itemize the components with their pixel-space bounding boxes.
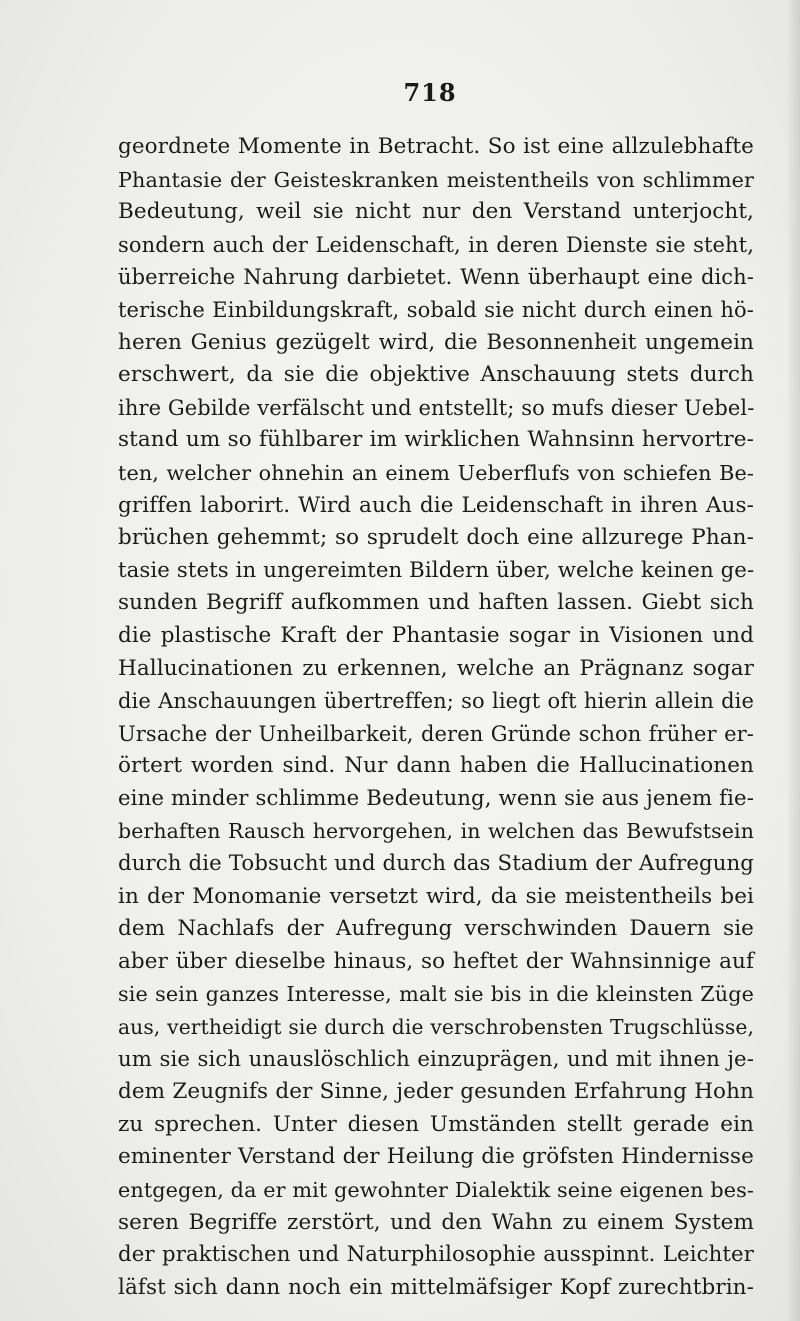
text-line: sondern auch der Leidenschaft, in deren Dienste sie steht,	[118, 232, 754, 257]
text-line: brüchen gehemmt; so sprudelt doch eine allzurege Phan-	[118, 525, 754, 551]
text-line: berhaften Rausch hervorgehen, in welchen das Bewufstsein	[118, 819, 754, 844]
text-line: ihre Gebilde verfälscht und entstellt; so mufs dieser Uebel-	[118, 395, 755, 420]
text-line: um sie sich unauslöschlich einzuprägen, und mit ihnen je-	[118, 1046, 754, 1072]
text-line: geordnete Momente in Betracht. So ist eine allzulebhafte	[118, 134, 754, 159]
text-line: erschwert, da sie die objektive Anschauung stets durch	[118, 362, 754, 388]
text-line: Phantasie der Geisteskranken meistentheils von schlimmer	[118, 167, 754, 192]
text-line: in der Monomanie versetzt wird, da sie meistentheils bei	[118, 883, 754, 909]
text-line: durch die Tobsucht und durch das Stadium der Aufregung	[118, 851, 754, 877]
text-line: tasie stets in ungereimten Bildern über, welche keinen ge-	[118, 557, 755, 583]
text-line: läfst sich dann noch ein mittelmäfsiger Kopf zurechtbrin-	[118, 1274, 754, 1300]
text-line: sunden Begriff aufkommen und haften lassen. Giebt sich	[118, 590, 754, 616]
text-line: seren Begriffe zerstört, und den Wahn zu einem System	[118, 1209, 754, 1235]
text-line: eminenter Verstand der Heilung die gröfsten Hindernisse	[118, 1144, 754, 1170]
text-line: entgegen, da er mit gewohnter Dialektik seine eigenen bes-	[118, 1178, 754, 1202]
page-number: 718	[403, 78, 457, 107]
body-text	[118, 131, 754, 1304]
text-line: überreiche Nahrung darbietet. Wenn überhaupt eine dich-	[118, 265, 754, 290]
text-line: heren Genius gezügelt wird, die Besonnenheit ungemein	[118, 329, 754, 355]
text-line: zu sprechen. Unter diesen Umständen stellt gerade ein	[118, 1111, 754, 1137]
text-line: dem Nachlafs der Aufregung verschwinden Dauern sie	[118, 916, 754, 942]
text-line: eine minder schlimme Bedeutung, wenn sie aus jenem fie-	[118, 785, 754, 811]
text-line: sie sein ganzes Interesse, malt sie bis in die kleinsten Züge	[118, 982, 754, 1007]
text-line: terische Einbildungskraft, sobald sie nicht durch einen hö-	[118, 297, 754, 322]
text-line: aus, vertheidigt sie durch die verschrobensten Trugschlüsse,	[118, 1015, 754, 1040]
text-line: der praktischen und Naturphilosophie ausspinnt. Leichter	[118, 1242, 754, 1268]
text-line: stand um so fühlbarer im wirklichen Wahnsinn hervortre-	[118, 427, 754, 453]
text-line: dem Zeugnifs der Sinne, jeder gesunden Erfahrung Hohn	[118, 1079, 754, 1105]
text-line: ten, welcher ohnehin an einem Ueberflufs von schiefen Be-	[118, 460, 754, 485]
text-line: Hallucinationen zu erkennen, welche an Prägnanz sogar	[118, 655, 754, 681]
text-line: aber über dieselbe hinaus, so heftet der Wahnsinnige auf	[118, 948, 754, 974]
text-line: Bedeutung, weil sie nicht nur den Verstand unterjocht,	[118, 199, 754, 225]
page-edge-shadow	[786, 0, 800, 1321]
text-line: Ursache der Unheilbarkeit, deren Gründe schon früher er-	[118, 721, 754, 746]
text-line: örtert worden sind. Nur dann haben die Hallucinationen	[118, 753, 754, 779]
text-line: griffen laborirt. Wird auch die Leidenschaft in ihren Aus-	[118, 492, 754, 518]
text-line: die plastische Kraft der Phantasie sogar in Visionen und	[118, 622, 754, 648]
text-line: die Anschauungen übertreffen; so liegt oft hierin allein die	[118, 689, 754, 714]
